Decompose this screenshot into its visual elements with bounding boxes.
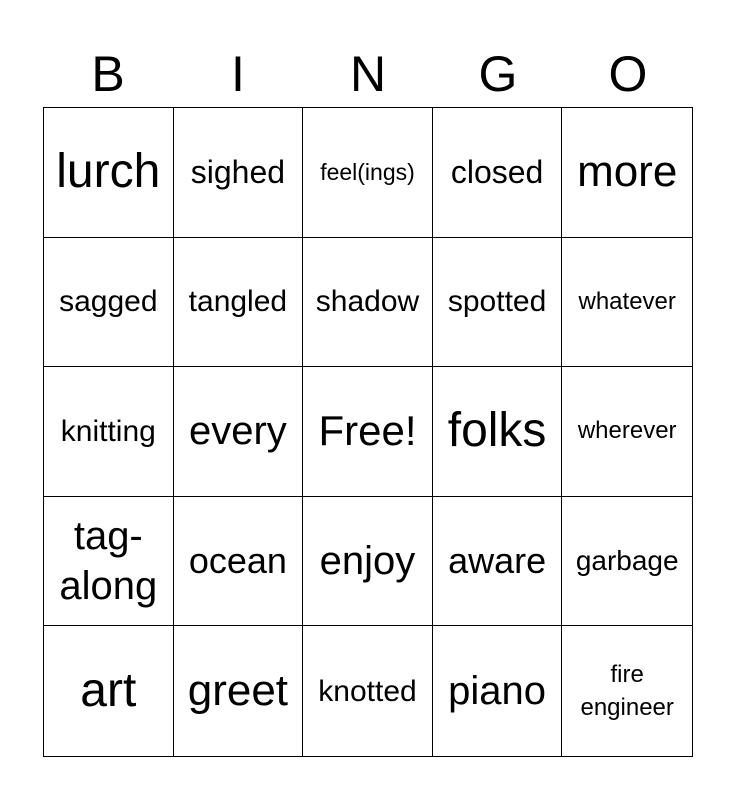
cell-word: ocean <box>188 540 287 582</box>
bingo-cell[interactable] <box>433 238 563 368</box>
bingo-cell[interactable] <box>303 497 433 627</box>
bingo-cell[interactable] <box>44 108 174 238</box>
cell-word: sighed <box>190 153 286 190</box>
bingo-header <box>43 40 693 108</box>
bingo-cell[interactable] <box>174 626 304 756</box>
cell-word: tag-along <box>59 514 158 609</box>
cell-word: every <box>188 409 287 454</box>
header-letter-i: I <box>231 46 245 102</box>
cell-word: closed <box>450 153 544 190</box>
cell-word: knitting <box>60 414 156 448</box>
cell-word: garbage <box>575 544 679 576</box>
bingo-cell[interactable] <box>44 367 174 497</box>
bingo-cell[interactable] <box>44 238 174 368</box>
bingo-cell[interactable] <box>433 108 563 238</box>
free-space-label: Free! <box>318 407 417 455</box>
bingo-cell free-space[interactable] <box>303 367 433 497</box>
cell-word: wherever <box>577 417 677 445</box>
bingo-cell[interactable] <box>174 367 304 497</box>
cell-word: fire engineer <box>580 660 674 722</box>
bingo-cell[interactable] <box>562 238 692 368</box>
cell-word: shadow <box>315 285 420 319</box>
cell-word: enjoy <box>319 539 416 584</box>
cell-word: whatever <box>578 287 676 315</box>
bingo-cell[interactable] <box>562 626 692 756</box>
bingo-cell[interactable] <box>174 108 304 238</box>
bingo-cell[interactable] <box>44 626 174 756</box>
bingo-cell[interactable] <box>303 108 433 238</box>
bingo-cell[interactable] <box>562 367 692 497</box>
cell-word: greet <box>187 666 289 715</box>
cell-word: art <box>80 663 137 717</box>
cell-word: more <box>577 147 678 197</box>
bingo-cell[interactable] <box>433 367 563 497</box>
bingo-cell[interactable] <box>303 626 433 756</box>
cell-word: aware <box>448 540 547 582</box>
bingo-cell[interactable] <box>562 497 692 627</box>
bingo-cell[interactable] <box>174 497 304 627</box>
cell-word: folks <box>447 404 547 458</box>
cell-word: sagged <box>59 285 158 319</box>
bingo-cell[interactable] <box>44 497 174 627</box>
header-letter-o: O <box>608 46 648 102</box>
cell-word: lurch <box>56 144 161 198</box>
bingo-board <box>43 107 693 757</box>
bingo-cell[interactable] <box>174 238 304 368</box>
header-letter-b: B <box>91 46 125 102</box>
bingo-cell[interactable] <box>433 626 563 756</box>
bingo-cell[interactable] <box>562 108 692 238</box>
cell-word: piano <box>448 669 547 714</box>
header-letter-n: N <box>349 46 387 102</box>
cell-word: knotted <box>318 674 417 708</box>
header-letter-g: G <box>478 46 518 102</box>
cell-word: feel(ings) <box>320 158 415 185</box>
bingo-cell[interactable] <box>303 238 433 368</box>
cell-word: tangled <box>188 285 288 319</box>
cell-word: spotted <box>447 285 547 319</box>
bingo-cell[interactable] <box>433 497 563 627</box>
